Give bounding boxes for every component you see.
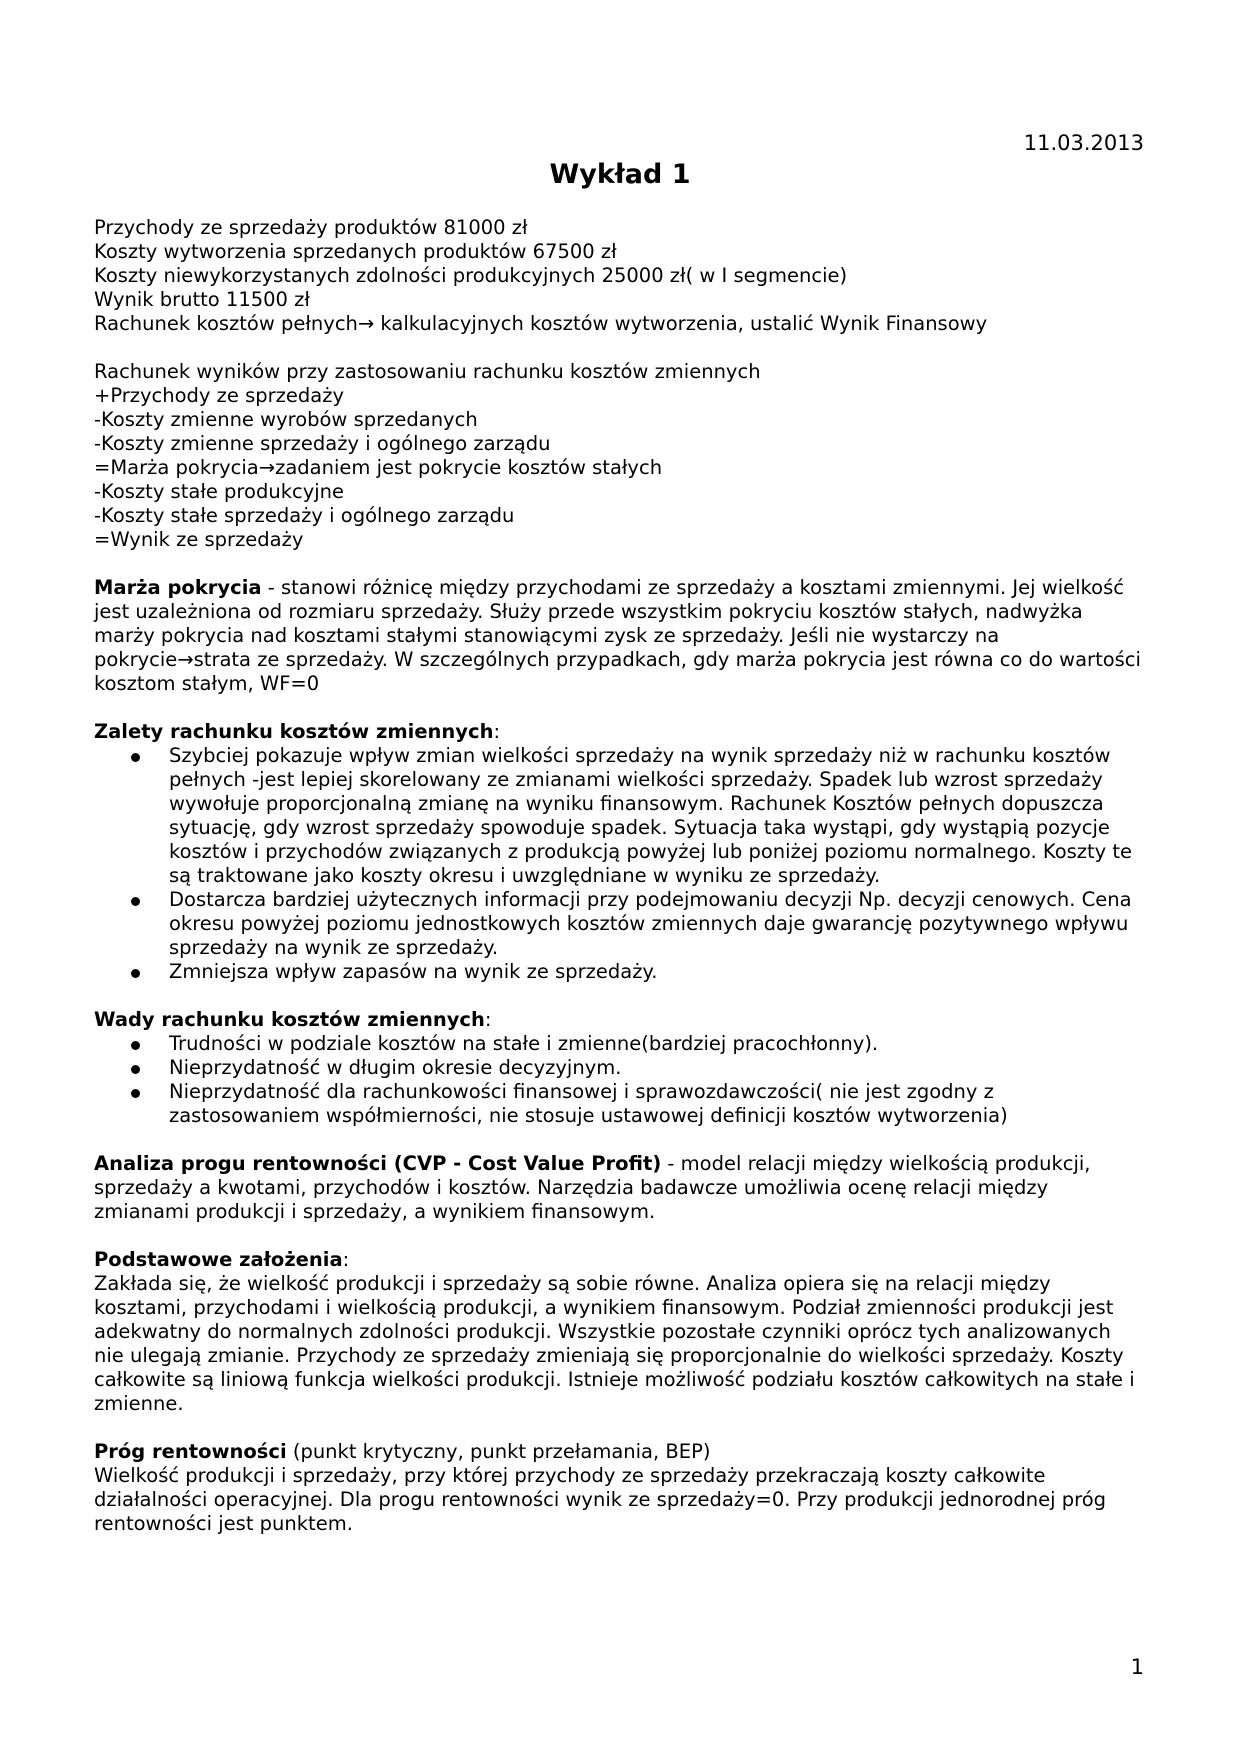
bullet-icon — [131, 897, 140, 906]
intro-line: Wynik brutto 11500 zł — [94, 288, 310, 311]
document-body — [94, 216, 1146, 1560]
list-item — [94, 888, 1146, 960]
page-number: 1 — [1130, 1655, 1144, 1679]
marza-text: - stanowi różnicę między przychodami ze sprzedaży a kosztami zmiennymi. Jej wielkość jest uzależniona od rozmiaru sprzedaży. Służy przede wszystkim pokryciu kosztów stałych, nadwyżka marży pokrycia nad kosztami stałymi stanowiącymi zysk ze sprzedaży. Jeśli nie wystarczy na pokrycie→strata ze sprzedaży. W szczególnych przypadkach, gdy marża pokrycia jest równa co do wartości kosztom stałym, WF=0 — [94, 576, 1141, 695]
rachunek-line: +Przychody ze sprzedaży — [94, 384, 344, 407]
list-item-text: Zmniejsza wpływ zapasów na wynik ze sprzedaży. — [169, 960, 658, 983]
marza-term: Marża pokrycia — [94, 576, 262, 599]
intro-line: Przychody ze sprzedaży produktów 81000 zł — [94, 216, 528, 239]
prog-paragraph: Wielkość produkcji i sprzedaży, przy której przychody ze sprzedaży przekraczają koszty całkowite działalności operacyjnej. Dla progu rentowności wynik ze sprzedaży=0. Przy produkcji jednorodnej próg rentowności jest punktem. — [94, 1464, 1107, 1535]
prog-heading — [94, 1440, 1146, 1464]
wady-colon: : — [484, 1008, 492, 1031]
rachunek-line: -Koszty zmienne wyrobów sprzedanych — [94, 408, 478, 431]
list-item — [94, 1032, 1146, 1056]
zalety-heading-text: Zalety rachunku kosztów zmiennych — [94, 720, 494, 743]
list-item-text: Szybciej pokazuje wpływ zmian wielkości sprzedaży na wynik sprzedaży niż w rachunku kosztów pełnych -jest lepiej skorelowany ze zmianami wielkości sprzedaży. Spadek lub wzrost sprzedaży wywołuje proporcjonalną zmianę na wyniku finansowym. Rachunek Kosztów pełnych dopuszcza sytuację, gdy wzrost sprzedaży spowoduje spadek. Sytuacja taka wystąpi, gdy wystąpią pozycje kosztów i przychodów związanych z produkcją powyżej lub poniżej poziomu normalnego. Koszty te są traktowane jako koszty okresu i uwzględniane w wyniku ze sprzedaży. — [169, 744, 1133, 887]
wady-list — [94, 1032, 1146, 1128]
zalety-section — [94, 720, 1146, 984]
list-item-text: Nieprzydatność w długim okresie decyzyjnym. — [169, 1056, 622, 1079]
zalety-colon: : — [493, 720, 501, 743]
marza-section — [94, 576, 1146, 696]
zalozenia-heading-text: Podstawowe założenia — [94, 1248, 343, 1271]
list-item — [94, 960, 1146, 984]
bullet-icon — [131, 1041, 140, 1050]
rachunek-line: -Koszty stałe produkcyjne — [94, 480, 345, 503]
zalozenia-colon: : — [342, 1248, 350, 1271]
bullet-icon — [131, 1065, 140, 1074]
prog-term: Próg rentowności — [94, 1440, 287, 1463]
analiza-paragraph — [94, 1152, 1146, 1224]
rachunek-section — [94, 360, 1146, 552]
wady-heading — [94, 1008, 1146, 1032]
rachunek-line: Rachunek wyników przy zastosowaniu rachunku kosztów zmiennych — [94, 360, 761, 383]
intro-section — [94, 216, 1146, 336]
zalozenia-paragraph: Zakłada się, że wielkość produkcji i sprzedaży są sobie równe. Analiza opiera się na relacji między kosztami, przychodami i wielkością produkcji, a wynikiem finansowym. Podział zmienności produkcji jest adekwatny do normalnych zdolności produkcji. Wszystkie pozostałe czynniki oprócz tych analizowanych nie ulegają zmianie. Przychody ze sprzedaży zmieniają się proporcjonalnie do wielkości sprzedaży. Koszty całkowite są liniową funkcja wielkości produkcji. Istnieje możliwość podziału kosztów całkowitych na stałe i zmienne. — [94, 1272, 1135, 1415]
list-item-text: Dostarcza bardziej użytecznych informacji przy podejmowaniu decyzji Np. decyzji cenowych. Cena okresu powyżej poziomu jednostkowych kosztów zmiennych daje gwarancję pozytywnego wpływu sprzedaży na wynik ze sprzedaży. — [169, 888, 1132, 959]
intro-line: Rachunek kosztów pełnych→ kalkulacyjnych kosztów wytworzenia, ustalić Wynik Finansowy — [94, 312, 988, 335]
zalety-heading — [94, 720, 1146, 744]
intro-line: Koszty niewykorzystanych zdolności produkcyjnych 25000 zł( w I segmencie) — [94, 264, 848, 287]
document-date: 11.03.2013 — [1023, 131, 1144, 155]
rachunek-line: =Marża pokrycia→zadaniem jest pokrycie kosztów stałych — [94, 456, 663, 479]
prog-section — [94, 1440, 1146, 1536]
zalozenia-heading — [94, 1248, 1146, 1272]
prog-suffix: (punkt krytyczny, punkt przełamania, BEP) — [286, 1440, 711, 1463]
rachunek-line: -Koszty stałe sprzedaży i ogólnego zarządu — [94, 504, 515, 527]
analiza-section — [94, 1152, 1146, 1224]
list-item-text: Nieprzydatność dla rachunkowości finansowej i sprawozdawczości( nie jest zgodny z zastosowaniem współmierności, nie stosuje ustawowej definicji kosztów wytworzenia) — [169, 1080, 1008, 1127]
list-item — [94, 1080, 1146, 1128]
list-item-text: Trudności w podziale kosztów na stałe i zmienne(bardziej pracochłonny). — [169, 1032, 879, 1055]
bullet-icon — [131, 1089, 140, 1098]
wady-heading-text: Wady rachunku kosztów zmiennych — [94, 1008, 485, 1031]
rachunek-line: -Koszty zmienne sprzedaży i ogólnego zarządu — [94, 432, 551, 455]
analiza-text: - model relacji między wielkością produkcji, sprzedaży a kwotami, przychodów i kosztów. Narzędzia badawcze umożliwia ocenę relacji między zmianami produkcji i sprzedaży, a wynikiem finansowym. — [94, 1152, 1091, 1223]
zalety-list — [94, 744, 1146, 984]
analiza-term: Analiza progu rentowności (CVP - Cost Value Profit) — [94, 1152, 662, 1175]
list-item — [94, 744, 1146, 888]
list-item — [94, 1056, 1146, 1080]
bullet-icon — [131, 753, 140, 762]
bullet-icon — [131, 969, 140, 978]
marza-paragraph — [94, 576, 1146, 696]
page-title: Wykład 1 — [549, 159, 691, 190]
rachunek-line: =Wynik ze sprzedaży — [94, 528, 304, 551]
intro-line: Koszty wytworzenia sprzedanych produktów 67500 zł — [94, 240, 617, 263]
wady-section — [94, 1008, 1146, 1128]
zalozenia-section — [94, 1248, 1146, 1416]
